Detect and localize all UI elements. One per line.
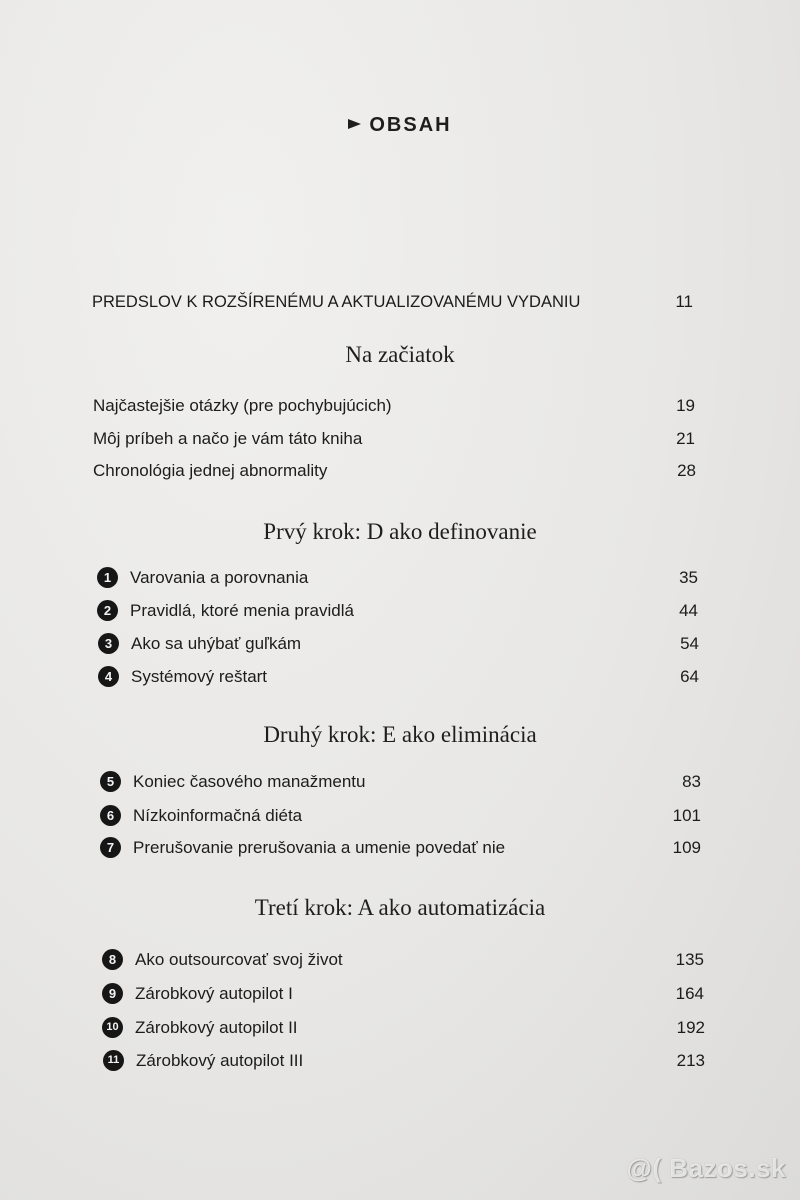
toc-entry-page: 19 — [676, 396, 695, 415]
toc-entry-page: 35 — [679, 568, 698, 587]
chapter-number-badge: 8 — [102, 949, 123, 970]
chapter-number-badge: 1 — [97, 567, 118, 588]
toc-entry-preface — [0, 291, 800, 321]
toc-entry — [0, 460, 800, 490]
toc-entry — [0, 805, 800, 835]
toc-entry-page: 109 — [672, 838, 701, 857]
toc-entry-label: Zárobkový autopilot III — [136, 1051, 304, 1070]
page-title-text: OBSAH — [369, 114, 452, 136]
toc-entry-label: Nízkoinformačná diéta — [133, 806, 303, 825]
toc-entry-page: 21 — [676, 429, 695, 448]
section-title: Prvý krok: D ako definovanie — [263, 519, 537, 544]
toc-entry — [0, 1017, 800, 1047]
toc-entry-page: 11 — [675, 292, 693, 311]
toc-entry-label: Ako outsourcovať svoj život — [135, 950, 343, 969]
toc-entry — [0, 666, 800, 696]
section-title: Druhý krok: E ako eliminácia — [263, 722, 537, 747]
toc-entry-label: Zárobkový autopilot I — [135, 984, 293, 1003]
toc-entry-label: Prerušovanie prerušovania a umenie povedať nie — [133, 838, 506, 857]
toc-entry-page: 64 — [680, 667, 699, 686]
chapter-number-badge: 9 — [102, 983, 123, 1004]
chapter-number-badge: 10 — [102, 1017, 123, 1038]
toc-entry-page: 192 — [676, 1018, 705, 1037]
toc-entry-label: Ako sa uhýbať guľkám — [131, 634, 302, 653]
toc-entry-page: 135 — [675, 950, 704, 969]
toc-entry — [0, 837, 800, 867]
section-title: Na začiatok — [345, 342, 455, 367]
toc-entry — [0, 395, 800, 425]
toc-entry-page: 83 — [682, 772, 701, 791]
toc-entry — [0, 949, 800, 979]
toc-entry — [0, 428, 800, 458]
chapter-number-badge: 11 — [103, 1050, 124, 1071]
toc-entry-page: 44 — [679, 601, 698, 620]
arrow-icon — [348, 119, 361, 129]
toc-entry-label: Môj príbeh a načo je vám táto kniha — [93, 429, 363, 448]
toc-entry — [0, 1050, 800, 1080]
toc-entry-page: 54 — [680, 634, 699, 653]
toc-entry-label: Koniec časového manažmentu — [133, 772, 366, 791]
toc-entry — [0, 771, 800, 801]
toc-entry — [0, 600, 800, 630]
toc-entry — [0, 567, 800, 597]
toc-entry-page: 101 — [672, 806, 701, 825]
toc-entry-label: Chronológia jednej abnormality — [93, 461, 328, 480]
chapter-number-badge: 4 — [98, 666, 119, 687]
toc-entry-page: 164 — [675, 984, 704, 1003]
section-title: Tretí krok: A ako automatizácia — [254, 895, 546, 920]
toc-entry — [0, 633, 800, 663]
chapter-number-badge: 6 — [100, 805, 121, 826]
toc-entry-page: 28 — [677, 461, 696, 480]
toc-entry-page: 213 — [676, 1051, 705, 1070]
watermark: @( Bazos.sk — [626, 1153, 786, 1183]
chapter-number-badge: 2 — [97, 600, 118, 621]
toc-entry-label: Varovania a porovnania — [130, 568, 309, 587]
chapter-number-badge: 5 — [100, 771, 121, 792]
toc-entry-label: Zárobkový autopilot II — [135, 1018, 298, 1037]
chapter-number-badge: 7 — [100, 837, 121, 858]
toc-entry-label: Najčastejšie otázky (pre pochybujúcich) — [93, 396, 392, 415]
chapter-number-badge: 3 — [98, 633, 119, 654]
toc-entry-label: Systémový reštart — [131, 667, 268, 686]
toc-entry — [0, 983, 800, 1013]
toc-entry-label: Pravidlá, ktoré menia pravidlá — [130, 601, 354, 620]
page-title — [0, 114, 800, 137]
toc-entry-label: PREDSLOV K ROZŠÍRENÉMU A AKTUALIZOVANÉMU VYDANIU — [92, 293, 581, 311]
